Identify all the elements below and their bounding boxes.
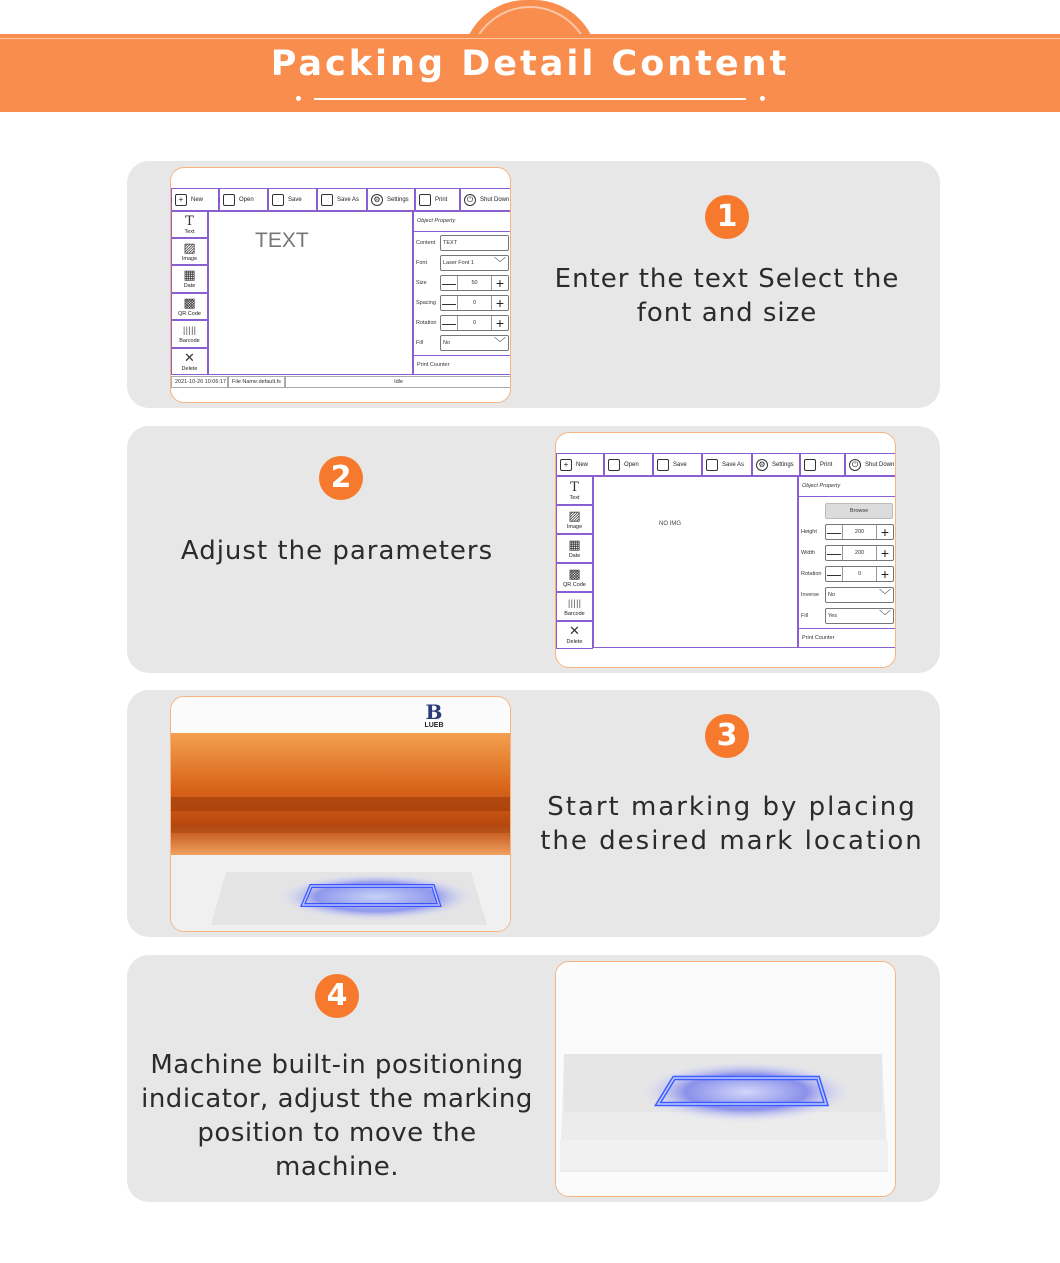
rotation-row: Rotation — 0 + (416, 314, 509, 332)
print-counter: Print Counter (799, 628, 896, 647)
open-button[interactable]: Open (219, 188, 268, 211)
save-button[interactable]: Save (268, 188, 317, 211)
print-button[interactable]: Print (415, 188, 460, 211)
save-as-icon (706, 459, 718, 471)
floppy-icon (272, 194, 284, 206)
minus-icon[interactable]: — (442, 315, 456, 331)
app-screenshot-image (555, 432, 896, 668)
sidebar (556, 476, 593, 649)
step-badge-2: 2 (319, 456, 363, 500)
sidebar-item-qr-code[interactable]: ▩ QR Code (171, 293, 208, 320)
power-icon: ⏻ (849, 459, 861, 471)
settings-button[interactable]: ⚙ Settings (367, 188, 415, 211)
plus-icon[interactable]: + (495, 295, 505, 311)
rotation-row: Rotation — 0 + (801, 565, 894, 583)
design-canvas[interactable] (208, 211, 413, 375)
step-card-1 (127, 161, 940, 408)
size-row: Size — 50 + (416, 274, 509, 292)
spacing-row: Spacing — 0 + (416, 294, 509, 312)
design-canvas[interactable] (593, 476, 798, 648)
machine-photo (170, 696, 511, 932)
title-underline (314, 98, 746, 100)
status-time: 2021-10-26 10:06:17 (171, 376, 228, 388)
rotation-stepper[interactable]: — 0 + (440, 315, 509, 331)
minus-icon[interactable]: — (827, 524, 841, 540)
content-input[interactable]: TEXT (440, 235, 509, 251)
power-icon: ⏻ (464, 194, 476, 206)
step-card-3 (127, 690, 940, 937)
plus-icon[interactable]: + (495, 315, 505, 331)
fill-row: Fill No ﹀ (416, 334, 509, 352)
sidebar-item-date[interactable]: ▦ Date (171, 265, 208, 293)
step-badge-1: 1 (705, 195, 749, 239)
fill-select[interactable]: Yes ﹀ (825, 608, 894, 624)
barcode-icon: ||||| (182, 326, 197, 335)
chevron-down-icon: ﹀ (493, 256, 506, 270)
qr-code-icon: ▩ (183, 295, 196, 311)
step-card-4 (127, 955, 940, 1202)
qr-code-icon: ▩ (568, 566, 581, 582)
print-counter: Print Counter (414, 355, 511, 374)
printer-icon (419, 194, 431, 206)
chevron-down-icon: ﹀ (493, 336, 506, 350)
sidebar-item-barcode[interactable]: ||||| Barcode (171, 320, 208, 348)
new-button[interactable]: + New (171, 188, 219, 211)
fill-row: Fill Yes ﹀ (801, 607, 894, 625)
banner-decor-line (0, 38, 1060, 39)
rotation-stepper[interactable]: — 0 + (825, 566, 894, 582)
minus-icon[interactable]: — (827, 566, 841, 582)
plus-icon[interactable]: + (880, 566, 890, 582)
minus-icon[interactable]: — (442, 295, 456, 311)
font-row: Font Laser Font 1 ﹀ (416, 254, 509, 272)
step-3-text: Start marking by placing the desired mark location (540, 792, 924, 856)
save-button[interactable]: Save (653, 453, 702, 476)
canvas-text-object[interactable]: TEXT (255, 229, 309, 252)
plus-icon[interactable]: + (495, 275, 505, 291)
folder-icon (223, 194, 235, 206)
panel-header: Object Property (799, 477, 896, 497)
text-icon: T (185, 213, 194, 229)
sidebar-item-date[interactable]: ▦ Date (556, 534, 593, 563)
inverse-select[interactable]: No ﹀ (825, 587, 894, 603)
plus-icon[interactable]: + (880, 524, 890, 540)
minus-icon[interactable]: — (827, 545, 841, 561)
file-plus-icon: + (560, 459, 572, 471)
positioning-indicator-illustration (556, 962, 896, 1197)
spacing-stepper[interactable]: — 0 + (440, 295, 509, 311)
status-state: Idle (285, 376, 511, 388)
step-1-text: Enter the text Select the font and size (554, 264, 900, 328)
toolbar (171, 188, 511, 211)
underline-dot-left (296, 96, 301, 101)
step-4-text: Machine built-in positioning indicator, adjust the marking position to move the machine. (141, 1050, 533, 1182)
sidebar-item-image[interactable]: ▨ Image (556, 505, 593, 534)
status-bar (171, 376, 511, 388)
floppy-icon (657, 459, 669, 471)
gear-icon: ⚙ (371, 194, 383, 206)
calendar-icon: ▦ (183, 268, 196, 283)
content-row: Content TEXT (416, 234, 509, 252)
page-title: Packing Detail Content (270, 44, 790, 84)
width-stepper[interactable]: — 200 + (825, 545, 894, 561)
underline-dot-right (760, 96, 765, 101)
image-placeholder[interactable]: NO IMG (659, 521, 681, 527)
positioning-photo (555, 961, 896, 1197)
app-screenshot-text (170, 167, 511, 403)
step-badge-3: 3 (705, 714, 749, 758)
size-stepper[interactable]: — 50 + (440, 275, 509, 291)
print-button[interactable]: Print (800, 453, 845, 476)
step-badge-4: 4 (315, 974, 359, 1018)
minus-icon[interactable]: — (442, 275, 456, 291)
object-property-panel (413, 211, 511, 375)
chevron-down-icon: ﹀ (878, 588, 891, 602)
delete-icon: ✕ (569, 624, 580, 639)
brand-logo: B LUEB (424, 700, 444, 729)
open-button[interactable]: Open (604, 453, 653, 476)
sidebar-item-delete[interactable]: ✕ Delete (171, 348, 208, 375)
fill-select[interactable]: No ﹀ (440, 335, 509, 351)
printer-icon (804, 459, 816, 471)
gear-icon: ⚙ (756, 459, 768, 471)
chevron-down-icon: ﹀ (878, 609, 891, 623)
sidebar-item-text[interactable]: T Text (171, 211, 208, 238)
step-card-2 (127, 426, 940, 673)
barcode-icon: ||||| (567, 598, 582, 608)
folder-icon (608, 459, 620, 471)
machine-illustration (171, 697, 511, 932)
toolbar (556, 453, 896, 476)
image-icon: ▨ (568, 508, 581, 524)
shut-down-button[interactable]: ⏻ Shut Down (460, 188, 511, 211)
sidebar-item-barcode[interactable]: ||||| Barcode (556, 592, 593, 621)
file-plus-icon: + (175, 194, 187, 206)
sidebar-item-delete[interactable]: ✕ Delete (556, 621, 593, 649)
font-select[interactable]: Laser Font 1 ﹀ (440, 255, 509, 271)
status-file-name: File Name:default.fs (228, 376, 285, 388)
panel-header: Object Property (414, 212, 511, 232)
inverse-row: Inverse No ﹀ (801, 586, 894, 604)
sidebar (171, 211, 208, 375)
height-stepper[interactable]: — 200 + (825, 524, 894, 540)
height-row: Height — 200 + (801, 523, 894, 541)
save-as-button[interactable]: Save As (317, 188, 367, 211)
calendar-icon: ▦ (568, 537, 581, 553)
plus-icon[interactable]: + (880, 545, 890, 561)
image-icon: ▨ (183, 240, 196, 256)
text-icon: T (570, 479, 579, 495)
sidebar-item-qr-code[interactable]: ▩ QR Code (556, 563, 593, 592)
width-row: Width — 200 + (801, 544, 894, 562)
new-button[interactable]: + New (556, 453, 604, 476)
sidebar-item-text[interactable]: T Text (556, 476, 593, 505)
settings-button[interactable]: ⚙ Settings (752, 453, 800, 476)
object-property-panel (798, 476, 896, 648)
step-2-text: Adjust the parameters (180, 536, 494, 566)
save-as-icon (321, 194, 333, 206)
browse-button[interactable]: Browse (825, 503, 893, 519)
save-as-button[interactable]: Save As (702, 453, 752, 476)
shut-down-button[interactable]: ⏻ Shut Down (845, 453, 896, 476)
sidebar-item-image[interactable]: ▨ Image (171, 238, 208, 265)
delete-icon: ✕ (184, 350, 195, 366)
